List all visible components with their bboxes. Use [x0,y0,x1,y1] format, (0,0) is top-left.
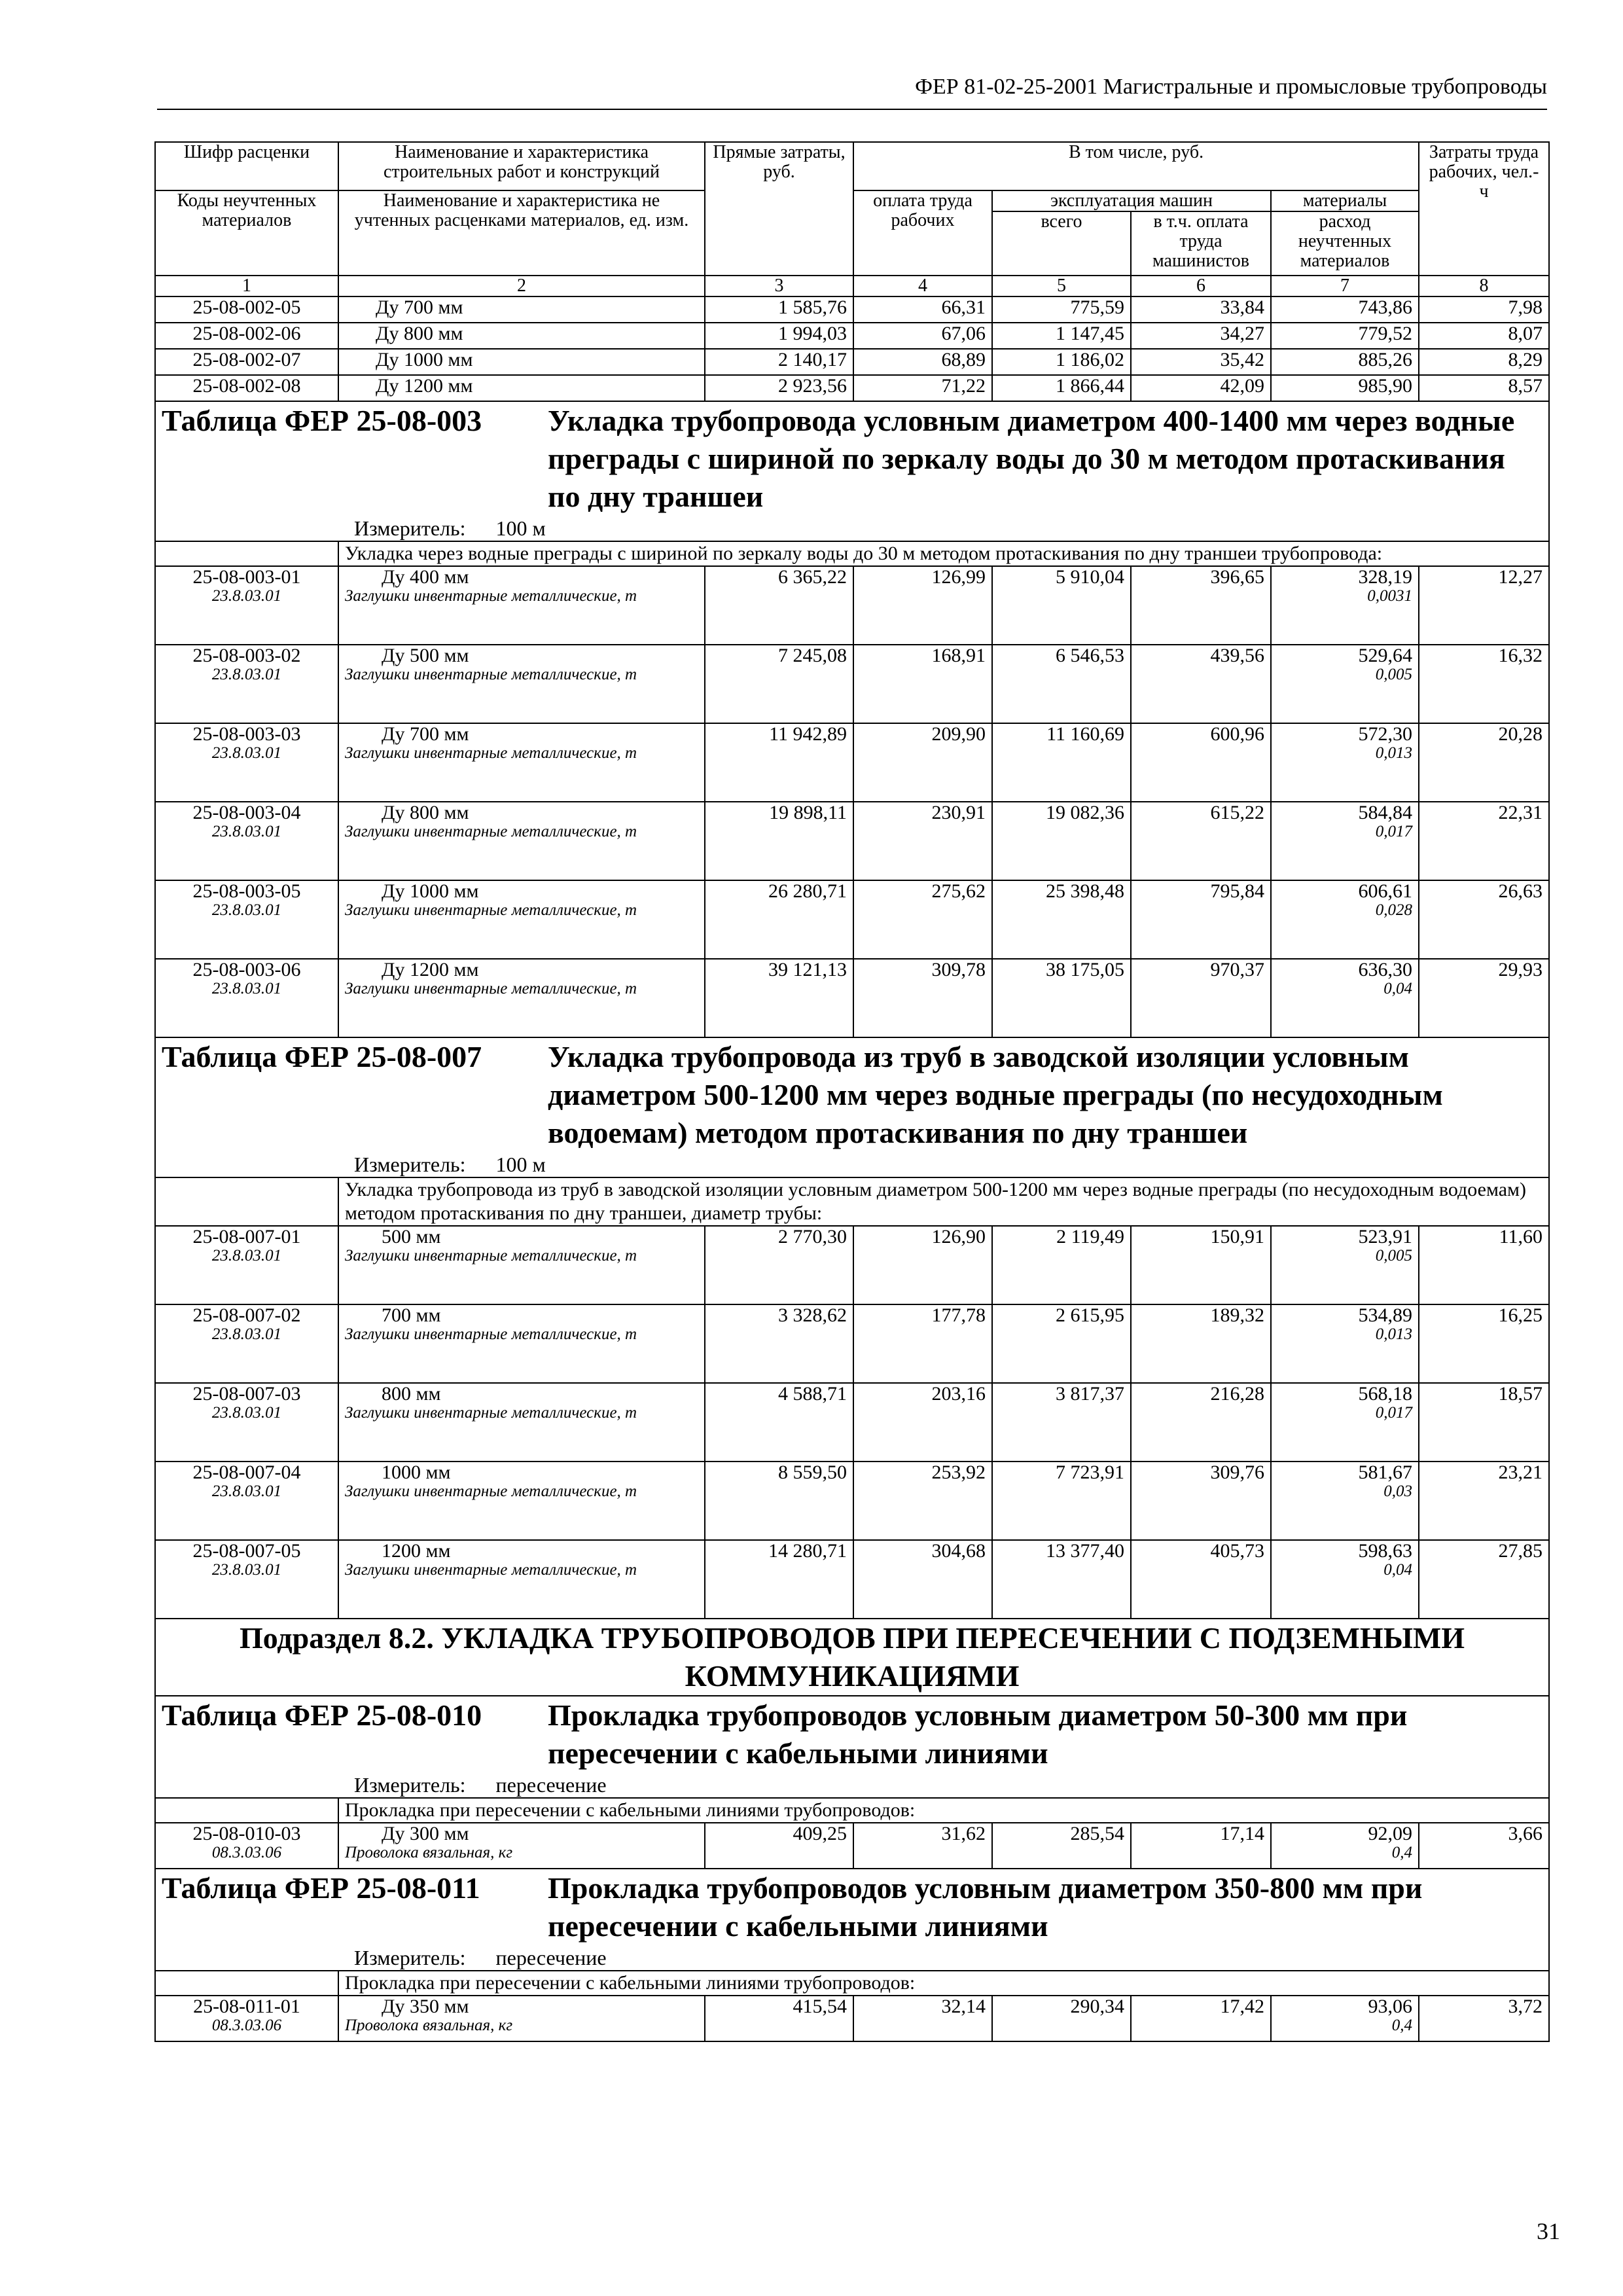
material-quantity: 0,005 [1375,1246,1413,1265]
materials-cell [1271,1996,1419,2041]
col-number: 6 [1131,276,1271,296]
machinist-wages: 970,37 [1131,959,1271,1037]
rate-name: 1200 мм [382,1540,451,1562]
materials: 636,30 [1358,959,1413,980]
wages: 67,06 [853,323,992,349]
rate-code-cell [155,1996,338,2041]
col-header-wages: оплата труда рабочих [853,190,992,276]
machinist-wages: 309,76 [1131,1462,1271,1540]
direct-costs: 26 280,71 [705,880,853,959]
material-quantity: 0,013 [1375,744,1413,762]
measure [162,1772,1543,1797]
wages: 304,68 [853,1540,992,1619]
machines-total: 5 910,04 [992,566,1131,645]
rate-code: 25-08-002-07 [155,349,338,375]
labor-costs: 3,66 [1419,1823,1549,1869]
wages: 71,22 [853,375,992,401]
machinist-wages: 33,84 [1131,296,1271,323]
col-header-labor: Затраты труда рабочих, чел.-ч [1419,142,1549,276]
materials: 523,91 [1358,1226,1413,1247]
labor-costs: 23,21 [1419,1462,1549,1540]
material-quantity: 0,4 [1391,2016,1413,2034]
material-code: 23.8.03.01 [211,901,282,919]
direct-costs: 11 942,89 [705,723,853,802]
material-quantity: 0,04 [1383,1560,1413,1579]
machinist-wages: 150,91 [1131,1226,1271,1304]
rate-name: Ду 350 мм [382,1996,469,2017]
material-name: Заглушки инвентарные металлические, т [345,1246,637,1265]
rate-name: 500 мм [382,1226,441,1247]
col-header-name-mat: Наименование и характеристика не учтенных расценками материалов, ед. изм. [338,190,705,276]
rate-name-cell [338,566,705,645]
measure-row [155,1945,1549,1971]
materials: 92,09 [1368,1823,1413,1844]
machines-total: 2 119,49 [992,1226,1131,1304]
rate-name-cell [338,802,705,880]
materials-cell [1271,1304,1419,1383]
materials: 328,19 [1358,566,1413,588]
machines-total: 19 082,36 [992,802,1131,880]
material-quantity: 0,028 [1375,901,1413,919]
labor-costs: 16,25 [1419,1304,1549,1383]
materials-cell [1271,959,1419,1037]
material-code: 08.3.03.06 [211,1843,282,1861]
rate-name: 1000 мм [382,1462,451,1483]
labor-costs: 12,27 [1419,566,1549,645]
rate-name: 800 мм [382,1383,441,1405]
table-row [155,802,1549,880]
rate-name-cell [338,959,705,1037]
direct-costs: 6 365,22 [705,566,853,645]
table-code: Таблица ФЕР 25-08-011 [162,1871,480,1905]
table-title: Прокладка трубопроводов условным диаметром 50-300 мм при пересечении с кабельными линиями [548,1698,1408,1770]
machinist-wages: 615,22 [1131,802,1271,880]
measure-row [155,516,1549,541]
materials-cell [1271,566,1419,645]
table-row [155,323,1549,349]
material-quantity: 0,013 [1375,1325,1413,1343]
material-quantity: 0,04 [1383,979,1413,997]
machines-total: 1 866,44 [992,375,1131,401]
machines-total: 13 377,40 [992,1540,1131,1619]
direct-costs: 409,25 [705,1823,853,1869]
rate-code: 25-08-010-03 [192,1823,301,1844]
machinist-wages: 600,96 [1131,723,1271,802]
rate-code-cell [155,645,338,723]
materials-cell [1271,1226,1419,1304]
table-row [155,1383,1549,1462]
table-row [155,1462,1549,1540]
col-number: 8 [1419,276,1549,296]
material-name: Заглушки инвентарные металлические, т [345,1482,637,1500]
table-heading [155,1696,1549,1772]
rate-code: 25-08-007-05 [192,1540,301,1562]
machinist-wages: 216,28 [1131,1383,1271,1462]
rate-name: Ду 500 мм [382,645,469,666]
machines-total: 1 147,45 [992,323,1131,349]
rate-code: 25-08-002-08 [155,375,338,401]
rate-name: Ду 700 мм [382,723,469,745]
material-code: 23.8.03.01 [211,665,282,683]
machinist-wages: 396,65 [1131,566,1271,645]
table-row [155,880,1549,959]
col-number: 1 [155,276,338,296]
col-number: 4 [853,276,992,296]
rate-name-cell [338,1996,705,2041]
direct-costs: 3 328,62 [705,1304,853,1383]
rate-name: 700 мм [382,1304,441,1326]
materials: 93,06 [1368,1996,1413,2017]
rate-code-cell [155,1462,338,1540]
labor-costs: 7,98 [1419,296,1549,323]
machinist-wages: 405,73 [1131,1540,1271,1619]
material-code: 23.8.03.01 [211,1482,282,1500]
rate-code: 25-08-003-02 [192,645,301,666]
material-code: 23.8.03.01 [211,1403,282,1422]
wages: 209,90 [853,723,992,802]
wages: 31,62 [853,1823,992,1869]
machines-total: 285,54 [992,1823,1131,1869]
machinist-wages: 439,56 [1131,645,1271,723]
measure [162,516,1543,541]
table-heading [155,1869,1549,1945]
direct-costs: 8 559,50 [705,1462,853,1540]
labor-costs: 27,85 [1419,1540,1549,1619]
materials: 885,26 [1271,349,1419,375]
machines-total: 2 615,95 [992,1304,1131,1383]
wages: 66,31 [853,296,992,323]
direct-costs: 7 245,08 [705,645,853,723]
direct-costs: 2 770,30 [705,1226,853,1304]
wages: 68,89 [853,349,992,375]
materials-cell [1271,645,1419,723]
material-code: 23.8.03.01 [211,586,282,605]
rate-code: 25-08-007-01 [192,1226,301,1247]
labor-costs: 8,57 [1419,375,1549,401]
material-name: Заглушки инвентарные металлические, т [345,822,637,840]
rate-code-cell [155,1823,338,1869]
direct-costs: 2 923,56 [705,375,853,401]
machinist-wages: 17,14 [1131,1823,1271,1869]
wages: 253,92 [853,1462,992,1540]
direct-costs: 415,54 [705,1996,853,2041]
materials-cell [1271,1462,1419,1540]
desc-spacer [155,1798,338,1823]
material-name: Заглушки инвентарные металлические, т [345,1325,637,1343]
rate-name: Ду 400 мм [382,566,469,588]
table-row [155,645,1549,723]
machinist-wages: 35,42 [1131,349,1271,375]
material-quantity: 0,005 [1375,665,1413,683]
material-quantity: 0,017 [1375,1403,1413,1422]
measure-row [155,1772,1549,1798]
wages: 126,90 [853,1226,992,1304]
material-name: Заглушки инвентарные металлические, т [345,586,637,605]
labor-costs: 8,29 [1419,349,1549,375]
labor-costs: 16,32 [1419,645,1549,723]
rates-table [154,141,1550,2042]
machines-total: 38 175,05 [992,959,1131,1037]
rate-code-cell [155,566,338,645]
material-quantity: 0,4 [1391,1843,1413,1861]
col-header-mat-unacc: расход неучтенных материалов [1271,211,1419,276]
measure-value: 100 м [495,516,546,540]
wages: 275,62 [853,880,992,959]
rate-name-cell [338,1226,705,1304]
table-row [155,1226,1549,1304]
measure-label: Измеритель: [354,1773,466,1797]
table-title: Укладка трубопровода из труб в заводской изоляции условным диаметром 500-1200 мм через водные преграды (по несудоходным водоемам) методом протаскивания по дну траншеи [548,1040,1443,1149]
material-code: 23.8.03.01 [211,979,282,997]
subsection-title: Подраздел 8.2. УКЛАДКА ТРУБОПРОВОДОВ ПРИ ПЕРЕСЕЧЕНИИ С ПОДЗЕМНЫМИ КОММУНИКАЦИЯМИ [155,1619,1549,1696]
rate-code: 25-08-003-05 [192,880,301,902]
direct-costs: 1 994,03 [705,323,853,349]
col-header-mach-wages: в т.ч. оплата труда машинистов [1131,211,1271,276]
table-row [155,349,1549,375]
table-title: Прокладка трубопроводов условным диаметром 350-800 мм при пересечении с кабельными линиями [548,1871,1423,1943]
rate-name-cell [338,1540,705,1619]
col-header-direct: Прямые затраты, руб. [705,142,853,276]
table-heading [155,1037,1549,1152]
material-name: Заглушки инвентарные металлические, т [345,744,637,762]
table-description: Прокладка при пересечении с кабельными линиями трубопроводов: [338,1798,1549,1823]
rate-code-cell [155,1304,338,1383]
machines-total: 6 546,53 [992,645,1131,723]
measure-row [155,1152,1549,1177]
material-name: Заглушки инвентарные металлические, т [345,901,637,919]
rate-code: 25-08-002-06 [155,323,338,349]
measure [162,1152,1543,1177]
rate-name: Ду 1200 мм [382,959,479,980]
rate-code-cell [155,802,338,880]
materials-cell [1271,1383,1419,1462]
rate-code: 25-08-007-04 [192,1462,301,1483]
measure [162,1945,1543,1970]
page-number: 31 [1537,2218,1560,2244]
rate-code-cell [155,723,338,802]
rate-name: Ду 1200 мм [338,375,705,401]
wages: 177,78 [853,1304,992,1383]
materials: 581,67 [1358,1462,1413,1483]
machines-total: 7 723,91 [992,1462,1131,1540]
labor-costs: 22,31 [1419,802,1549,880]
labor-costs: 3,72 [1419,1996,1549,2041]
materials: 572,30 [1358,723,1413,745]
material-name: Заглушки инвентарные металлические, т [345,1560,637,1579]
materials-cell [1271,1540,1419,1619]
materials: 779,52 [1271,323,1419,349]
rate-name-cell [338,880,705,959]
table-row [155,1996,1549,2041]
measure-value: пересечение [495,1946,607,1969]
table-row [155,1304,1549,1383]
rate-code: 25-08-003-06 [192,959,301,980]
material-quantity: 0,0031 [1367,586,1413,605]
col-header-name: Наименование и характеристика строительных работ и конструкций [338,142,705,190]
machinist-wages: 795,84 [1131,880,1271,959]
materials-cell [1271,802,1419,880]
materials: 568,18 [1358,1383,1413,1405]
rate-name: Ду 800 мм [382,802,469,823]
machines-total: 3 817,37 [992,1383,1131,1462]
rate-code: 25-08-003-03 [192,723,301,745]
page-header: ФЕР 81-02-25-2001 Магистральные и промысловые трубопроводы [157,71,1547,110]
table-row [155,296,1549,323]
materials: 534,89 [1358,1304,1413,1326]
wages: 168,91 [853,645,992,723]
col-header-machines: эксплуатация машин [992,190,1271,211]
wages: 203,16 [853,1383,992,1462]
material-quantity: 0,017 [1375,822,1413,840]
materials-cell [1271,1823,1419,1869]
material-name: Заглушки инвентарные металлические, т [345,665,637,683]
col-number: 2 [338,276,705,296]
machinist-wages: 17,42 [1131,1996,1271,2041]
table-row [155,566,1549,645]
labor-costs: 11,60 [1419,1226,1549,1304]
direct-costs: 19 898,11 [705,802,853,880]
rate-code: 25-08-011-01 [193,1996,300,2017]
rate-code: 25-08-002-05 [155,296,338,323]
machinist-wages: 189,32 [1131,1304,1271,1383]
rate-name: Ду 800 мм [338,323,705,349]
col-header-incl: В том числе, руб. [853,142,1419,190]
table-description: Укладка через водные преграды с шириной по зеркалу воды до 30 м методом протаскивания по дну траншеи трубопровода: [338,541,1549,566]
machines-total: 11 160,69 [992,723,1131,802]
col-header-code: Шифр расценки [155,142,338,190]
rate-code-cell [155,1540,338,1619]
table-row [155,723,1549,802]
col-header-materials: материалы [1271,190,1419,211]
table-code: Таблица ФЕР 25-08-007 [162,1040,482,1073]
materials: 606,61 [1358,880,1413,902]
desc-spacer [155,1177,338,1226]
wages: 230,91 [853,802,992,880]
measure-value: пересечение [495,1773,607,1797]
rate-name-cell [338,1823,705,1869]
table-row [155,959,1549,1037]
table-row [155,1823,1549,1869]
direct-costs: 39 121,13 [705,959,853,1037]
direct-costs: 14 280,71 [705,1540,853,1619]
machines-total: 775,59 [992,296,1131,323]
rate-name-cell [338,723,705,802]
rate-code: 25-08-003-04 [192,802,301,823]
col-number: 5 [992,276,1131,296]
material-name: Заглушки инвентарные металлические, т [345,1403,637,1422]
rate-code-cell [155,880,338,959]
rate-name: Ду 1000 мм [382,880,479,902]
material-code: 23.8.03.01 [211,822,282,840]
rate-code: 25-08-003-01 [192,566,301,588]
table-title: Укладка трубопровода условным диаметром 400-1400 мм через водные преграды с шириной по зеркалу воды до 30 м методом протаскивания по дну траншеи [548,404,1515,513]
desc-spacer [155,541,338,566]
wages: 32,14 [853,1996,992,2041]
table-heading [155,401,1549,516]
col-number: 3 [705,276,853,296]
table-description: Прокладка при пересечении с кабельными линиями трубопроводов: [338,1971,1549,1996]
table-code: Таблица ФЕР 25-08-003 [162,404,482,437]
rate-code-cell [155,1383,338,1462]
measure-label: Измеритель: [354,516,466,540]
material-name: Заглушки инвентарные металлические, т [345,979,637,997]
labor-costs: 8,07 [1419,323,1549,349]
machinist-wages: 42,09 [1131,375,1271,401]
materials: 529,64 [1358,645,1413,666]
rate-name: Ду 300 мм [382,1823,469,1844]
direct-costs: 1 585,76 [705,296,853,323]
machines-total: 290,34 [992,1996,1131,2041]
material-code: 23.8.03.01 [211,1325,282,1343]
rate-code-cell [155,959,338,1037]
materials: 985,90 [1271,375,1419,401]
rate-name: Ду 1000 мм [338,349,705,375]
labor-costs: 20,28 [1419,723,1549,802]
material-code: 23.8.03.01 [211,1246,282,1265]
table-description: Укладка трубопровода из труб в заводской изоляции условным диаметром 500-1200 мм через водные преграды (по несудоходным водоемам) методом протаскивания по дну траншеи, диаметр трубы: [338,1177,1549,1226]
direct-costs: 2 140,17 [705,349,853,375]
labor-costs: 26,63 [1419,880,1549,959]
rate-name-cell [338,1383,705,1462]
machines-total: 25 398,48 [992,880,1131,959]
rate-name: Ду 700 мм [338,296,705,323]
wages: 309,78 [853,959,992,1037]
materials: 598,63 [1358,1540,1413,1562]
direct-costs: 4 588,71 [705,1383,853,1462]
materials-cell [1271,723,1419,802]
measure-label: Измеритель: [354,1153,466,1176]
material-code: 08.3.03.06 [211,2016,282,2034]
col-header-total: всего [992,211,1131,276]
rate-name-cell [338,1304,705,1383]
material-quantity: 0,03 [1383,1482,1413,1500]
col-number: 7 [1271,276,1419,296]
material-name: Проволока вязальная, кг [345,1843,513,1861]
rate-code: 25-08-007-02 [192,1304,301,1326]
col-header-codes-mat: Коды неучтенных материалов [155,190,338,276]
materials-cell [1271,880,1419,959]
material-code: 23.8.03.01 [211,1560,282,1579]
desc-spacer [155,1971,338,1996]
material-name: Проволока вязальная, кг [345,2016,513,2034]
labor-costs: 29,93 [1419,959,1549,1037]
rate-code-cell [155,1226,338,1304]
table-row [155,1540,1549,1619]
rate-name-cell [338,1462,705,1540]
rate-code: 25-08-007-03 [192,1383,301,1405]
material-code: 23.8.03.01 [211,744,282,762]
table-code: Таблица ФЕР 25-08-010 [162,1698,482,1732]
measure-value: 100 м [495,1153,546,1176]
labor-costs: 18,57 [1419,1383,1549,1462]
rate-name-cell [338,645,705,723]
wages: 126,99 [853,566,992,645]
table-row [155,375,1549,401]
materials: 584,84 [1358,802,1413,823]
materials: 743,86 [1271,296,1419,323]
measure-label: Измеритель: [354,1946,466,1969]
machines-total: 1 186,02 [992,349,1131,375]
machinist-wages: 34,27 [1131,323,1271,349]
